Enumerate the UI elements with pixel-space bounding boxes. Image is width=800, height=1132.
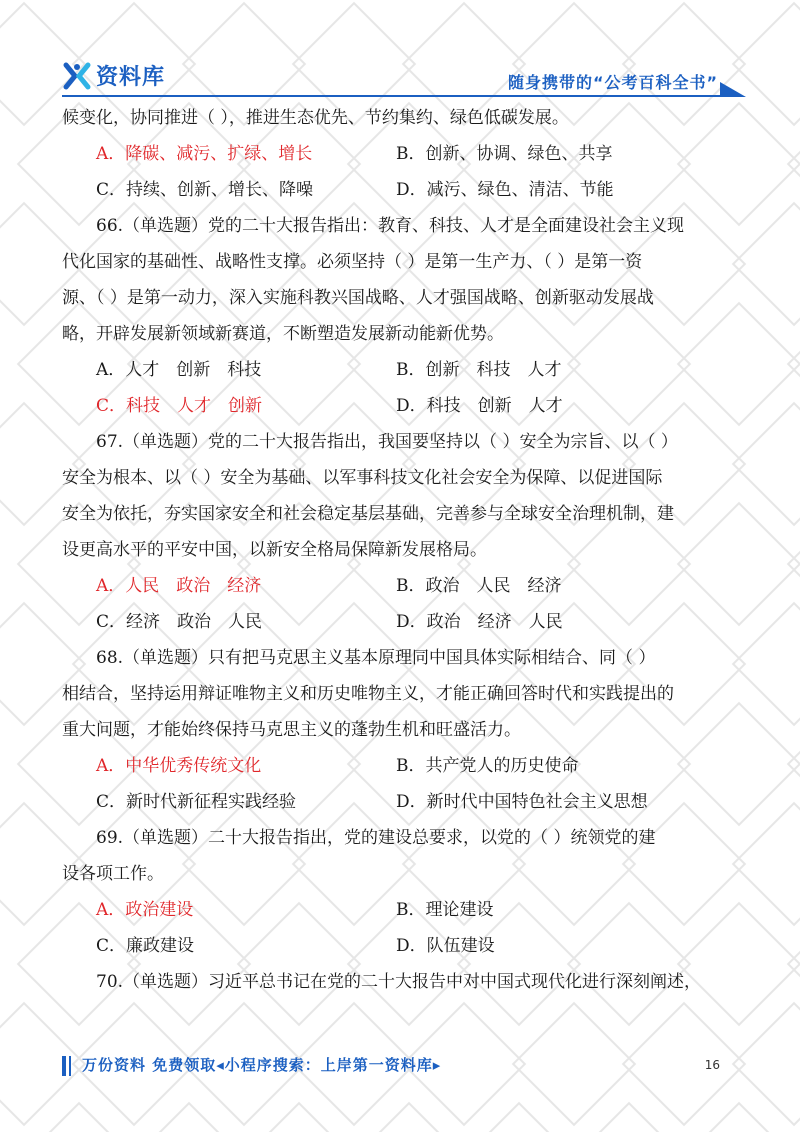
text-line: 代化国家的基础性、战略性支撑。必须坚持（ ）是第一生产力、（ ）是第一资 (62, 252, 643, 272)
option: C．持续、创新、增长、降噪 (96, 180, 314, 200)
question-stem: 67.（单选题）党的二十大报告指出，我国要坚持以（ ）安全为宗旨、以（ ） (96, 432, 678, 452)
answer-option: A．中华优秀传统文化 (96, 756, 262, 776)
footer-promo: 万份资料 免费领取◂小程序搜索：上岸第一资料库▸ (82, 1056, 442, 1074)
question-stem: 68.（单选题）只有把马克思主义基本原理同中国具体实际相结合、同（ ） (96, 648, 656, 668)
watermark-mark (787, 1102, 800, 1132)
question-stem: 66.（单选题）党的二十大报告指出：教育、科技、人才是全面建设社会主义现 (96, 216, 685, 236)
option: D．政治 经济 人民 (396, 612, 563, 632)
watermark-mark (787, 702, 800, 826)
watermark-mark (787, 102, 800, 226)
text-line: 设各项工作。 (62, 864, 164, 884)
text-line: 源、（ ）是第一动力，深入实施科教兴国战略、人才强国战略、创新驱动发展战 (62, 288, 654, 308)
option-row (62, 136, 742, 172)
watermark-mark (567, 1102, 691, 1132)
watermark-mark (127, 1102, 251, 1132)
logo-text: 资料库 (96, 65, 166, 90)
watermark-mark (732, 1002, 800, 1126)
option: C．经济 政治 人民 (96, 612, 263, 632)
option: B．创新 科技 人才 (396, 360, 562, 380)
header-rule (62, 95, 722, 97)
option-row (62, 928, 742, 964)
answer-option: A．人民 政治 经济 (96, 576, 262, 596)
option-row (62, 352, 742, 388)
watermark-mark (787, 902, 800, 1026)
text-line: 略，开辟发展新领域新赛道，不断塑造发展新动能新优势。 (62, 324, 504, 344)
answer-option: A．政治建设 (96, 900, 194, 920)
answer-option: C．科技 人才 创新 (96, 396, 263, 416)
question-stem: 69.（单选题）二十大报告指出，党的建设总要求，以党的（ ）统领党的建 (96, 828, 656, 848)
option: D．减污、绿色、清洁、节能 (396, 180, 614, 200)
text-line: 安全为依托，夯实国家安全和社会稳定基层基础，完善参与全球安全治理机制，建 (62, 504, 674, 524)
option: B．政治 人民 经济 (396, 576, 562, 596)
answer-option: A．降碳、减污、扩绿、增长 (96, 144, 313, 164)
option: C．新时代新征程实践经验 (96, 792, 297, 812)
watermark-mark (347, 1102, 471, 1132)
watermark-mark (732, 602, 800, 726)
watermark-mark (787, 502, 800, 626)
text-line: 相结合，坚持运用辩证唯物主义和历史唯物主义，才能正确回答时代和实践提出的 (62, 684, 674, 704)
page-header (0, 0, 800, 96)
option: B．理论建设 (396, 900, 494, 920)
option-row (62, 568, 742, 604)
page-number: 16 (704, 1058, 720, 1072)
option-row (62, 748, 742, 784)
header-slogan: 随身携带的“公考百科全书” (507, 73, 718, 92)
watermark-mark (732, 802, 800, 926)
option: C．廉政建设 (96, 936, 195, 956)
watermark-mark (732, 402, 800, 526)
question-stem: 70.（单选题）习近平总书记在党的二十大报告中对中国式现代化进行深刻阐述， (96, 972, 702, 992)
option: D．队伍建设 (396, 936, 495, 956)
watermark-mark (732, 202, 800, 326)
text-line: 候变化，协同推进（ ），推进生态优先、节约集约、绿色低碳发展。 (62, 108, 569, 128)
text-line: 重大问题，才能始终保持马克思主义的蓬勃生机和旺盛活力。 (62, 720, 521, 740)
option-row (62, 388, 742, 424)
option: B．共产党人的历史使命 (396, 756, 579, 776)
watermark-mark (237, 1102, 361, 1132)
option: D．新时代中国特色社会主义思想 (396, 792, 648, 812)
page-footer (62, 1050, 742, 1080)
watermark-mark (457, 1102, 581, 1132)
logo-x-icon (62, 61, 92, 91)
header-decoration (720, 82, 746, 97)
option-row (62, 784, 742, 820)
watermark-mark (787, 302, 800, 426)
footer-bar (62, 1056, 66, 1076)
option-row (62, 172, 742, 208)
text-line: 设更高水平的平安中国，以新安全格局保障新发展格局。 (62, 540, 487, 560)
option-row (62, 604, 742, 640)
option-row (62, 892, 742, 928)
document-body (62, 100, 742, 1000)
option: B．创新、协调、绿色、共享 (396, 144, 613, 164)
watermark-mark (677, 1102, 800, 1132)
text-line: 安全为根本、以（ ）安全为基础、以军事科技文化社会安全为保障、以促进国际 (62, 468, 663, 488)
option: D．科技 创新 人才 (396, 396, 563, 416)
option: A．人才 创新 科技 (96, 360, 262, 380)
logo (62, 60, 165, 91)
watermark-mark (17, 1102, 141, 1132)
footer-bar (69, 1056, 71, 1076)
